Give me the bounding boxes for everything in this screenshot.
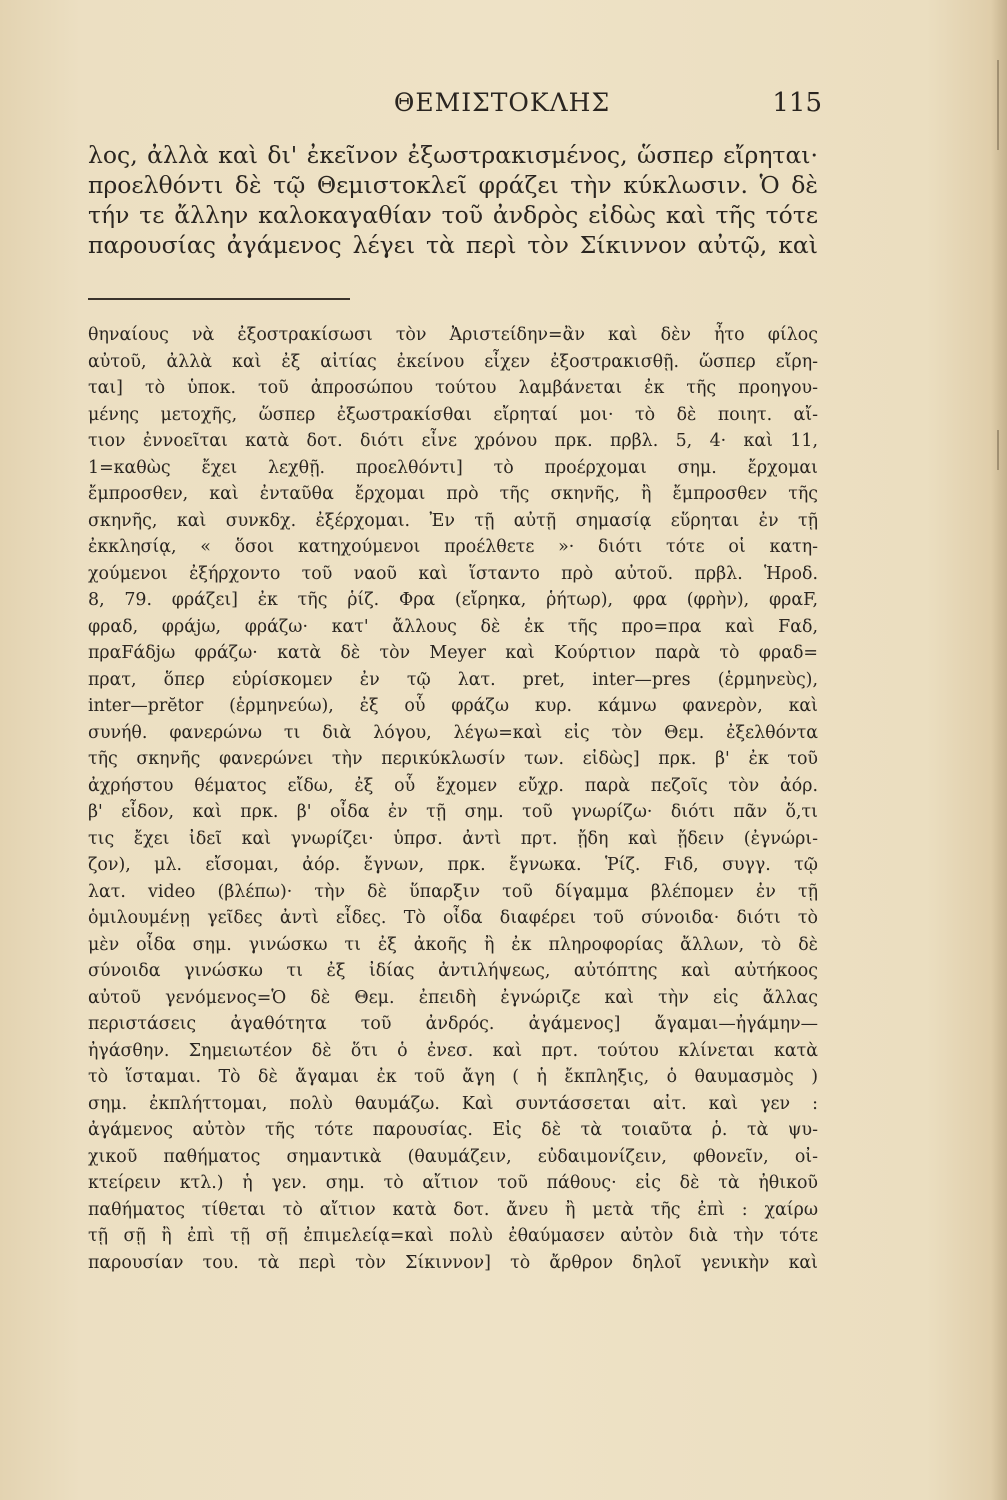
page-number: 115	[772, 88, 822, 118]
note-line: ἐκκλησίᾳ, « ὅσοι κατηχούμενοι προέλθετε »· διότι τότε οἱ κατη-	[88, 537, 818, 557]
note-line: ἠγάσθην. Σημειωτέον δὲ ὅτι ὁ ἐνεσ. καὶ πρτ. τούτου κλίνεται κατὰ	[88, 1040, 818, 1061]
footnote-divider	[88, 298, 350, 300]
note-line: παρουσίαν του. τὰ περὶ τὸν Σίκιννον] τὸ ἄρθρον δηλοῖ γενικὴν καὶ	[88, 1252, 818, 1273]
main-text-line: προελθόντι δὲ τῷ Θεμιστοκλεῖ φράζει τὴν κύκλωσιν. Ὁ δὲ	[88, 171, 818, 199]
note-line: χικοῦ παθήματος σημαντικὰ (θαυμάζειν, εὐδαιμονίζειν, φθονεῖν, οἰ-	[88, 1146, 818, 1167]
note-line: λατ. video (βλέπω)· τὴν δὲ ὕπαρξιν τοῦ δίγαμμα βλέπομεν ἐν τῇ	[88, 881, 818, 902]
note-line: ἀγάμενος αὐτὸν τῆς τότε παρουσίας. Εἰς δὲ τὰ τοιαῦτα ῥ. τὰ ψυ-	[88, 1120, 818, 1140]
note-line: ζον), μλ. εἴσομαι, ἀόρ. ἔγνων, πρκ. ἔγνωκα. Ῥίζ. Fιδ, συγγ. τῷ	[88, 855, 818, 875]
note-line: ται] τὸ ὑποκ. τοῦ ἀπροσώπου τούτου λαμβάνεται ἐκ τῆς προηγου-	[88, 378, 818, 398]
note-line: τις ἔχει ἰδεῖ καὶ γνωρίζει· ὑπρσ. ἀντὶ πρτ. ᾔδη καὶ ᾔδειν (ἐγνώρι-	[88, 828, 818, 849]
note-line: πραFάδjω φράζω· κατὰ δὲ τὸν Meyer καὶ Κούρτιον παρὰ τὸ φραδ=	[88, 643, 818, 663]
note-line: φραδ, φράjω, φράζω· κατ' ἄλλους δὲ ἐκ τῆς προ=πρα καὶ Fαδ,	[88, 616, 818, 637]
note-line: τὸ ἵσταμαι. Τὸ δὲ ἄγαμαι ἐκ τοῦ ἄγη ( ἡ ἔκπληξις, ὁ θαυμασμὸς )	[88, 1067, 818, 1087]
edge-mark	[997, 60, 999, 150]
note-line: συνήθ. φανερώνω τι διὰ λόγου, λέγω=καὶ εἰς τὸν Θεμ. ἐξελθόντα	[88, 722, 818, 743]
main-text-line: παρουσίας ἀγάμενος λέγει τὰ περὶ τὸν Σίκιννον αὐτῷ, καὶ	[88, 231, 818, 259]
note-line: μὲν οἶδα σημ. γινώσκω τι ἐξ ἀκοῆς ἢ ἐκ πληροφορίας ἄλλων, τὸ δὲ	[88, 934, 818, 955]
main-text-line: τήν τε ἄλλην καλοκαγαθίαν τοῦ ἀνδρὸς εἰδὼς καὶ τῆς τότε	[88, 201, 818, 229]
note-line: ἔμπροσθεν, καὶ ἐνταῦθα ἔρχομαι πρὸ τῆς σκηνῆς, ἢ ἔμπροσθεν τῆς	[88, 484, 818, 504]
note-line: θηναίους νὰ ἐξοστρακίσωσι τὸν Ἀριστείδην=ἂν καὶ δὲν ἦτο φίλος	[88, 325, 818, 345]
main-text-line: λος, ἀλλὰ καὶ δι' ἐκεῖνον ἐξωστρακισμένος, ὥσπερ εἴρηται·	[88, 141, 818, 169]
note-line: μένης μετοχῆς, ὥσπερ ἐξωστρακίσθαι εἴρηταί μοι· τὸ δὲ ποιητ. αἴ-	[88, 404, 818, 425]
note-line: τιον ἐννοεῖται κατὰ δοτ. διότι εἶνε χρόνου πρκ. πρβλ. 5, 4· καὶ 11,	[88, 431, 818, 451]
page-spine-shadow	[991, 0, 1007, 1500]
commentary-notes	[88, 322, 818, 1276]
note-line: β' εἶδον, καὶ πρκ. β' οἶδα ἐν τῇ σημ. τοῦ γνωρίζω· διότι πᾶν ὅ,τι	[88, 802, 818, 822]
note-line: αὐτοῦ γενόμενος=Ὁ δὲ Θεμ. ἐπειδὴ ἐγνώριζε καὶ τὴν εἰς ἄλλας	[88, 987, 818, 1008]
edge-mark	[997, 430, 999, 470]
note-line: inter—prĕtor (ἑρμηνεύω), ἐξ οὗ φράζω κυρ. κάμνω φανερὸν, καὶ	[88, 696, 818, 716]
note-line: ὁμιλουμένῃ γεῖδες ἀντὶ εἶδες. Τὸ οἶδα διαφέρει τοῦ σύνοιδα· διότι τὸ	[88, 908, 818, 928]
note-line: πρατ, ὅπερ εὑρίσκομεν ἐν τῷ λατ. pret, inter—pres (ἑρμηνεὺς),	[88, 669, 818, 690]
note-line: τῇ σῇ ἢ ἐπὶ τῇ σῇ ἐπιμελείᾳ=καὶ πολὺ ἐθαύμασεν αὐτὸν διὰ τὴν τότε	[88, 1226, 818, 1246]
note-line: τῆς σκηνῆς φανερώνει τὴν περικύκλωσίν των. εἰδὼς] πρκ. β' ἐκ τοῦ	[88, 749, 818, 769]
note-line: περιστάσεις ἀγαθότητα τοῦ ἀνδρός. ἀγάμενος] ἄγαμαι—ἠγάμην—	[88, 1014, 818, 1034]
note-line: κτείρειν κτλ.) ἡ γεν. σημ. τὸ αἴτιον τοῦ πάθους· εἰς δὲ τὰ ἠθικοῦ	[88, 1173, 818, 1193]
main-text	[88, 140, 818, 260]
note-line: σκηνῆς, καὶ συνκδχ. ἐξέρχομαι. Ἐν τῇ αὐτῇ σημασίᾳ εὕρηται ἐν τῇ	[88, 510, 818, 531]
page-header	[82, 88, 822, 124]
note-line: χούμενοι ἐξήρχοντο τοῦ ναοῦ καὶ ἵσταντο πρὸ αὐτοῦ. πρβλ. Ἡροδ.	[88, 563, 818, 584]
note-line: 1=καθὼς ἔχει λεχθῇ. προελθόντι] τὸ προέρχομαι σημ. ἔρχομαι	[88, 457, 818, 478]
note-line: σημ. ἐκπλήττομαι, πολὺ θαυμάζω. Καὶ συντάσσεται αἰτ. καὶ γεν :	[88, 1093, 818, 1114]
note-line: 8, 79. φράζει] ἐκ τῆς ῥίζ. Φρα (εἴρηκα, ῥήτωρ), φρα (φρὴν), φραF,	[88, 590, 818, 610]
running-title: ΘΕΜΙΣΤΟΚΛΗΣ	[393, 88, 611, 117]
note-line: σύνοιδα γινώσκω τι ἐξ ἰδίας ἀντιλήψεως, αὐτόπτης καὶ αὐτήκοος	[88, 961, 818, 981]
note-line: ἀχρήστου θέματος εἴδω, ἐξ οὗ ἔχομεν εὔχρ. παρὰ πεζοῖς τὸν ἀόρ.	[88, 775, 818, 796]
note-line: παθήματος τίθεται τὸ αἴτιον κατὰ δοτ. ἄνευ ἢ μετὰ τῆς ἐπὶ : χαίρω	[88, 1199, 818, 1220]
note-line: αὐτοῦ, ἀλλὰ καὶ ἐξ αἰτίας ἐκείνου εἶχεν ἐξοστρακισθῇ. ὥσπερ εἴρη-	[88, 351, 818, 372]
